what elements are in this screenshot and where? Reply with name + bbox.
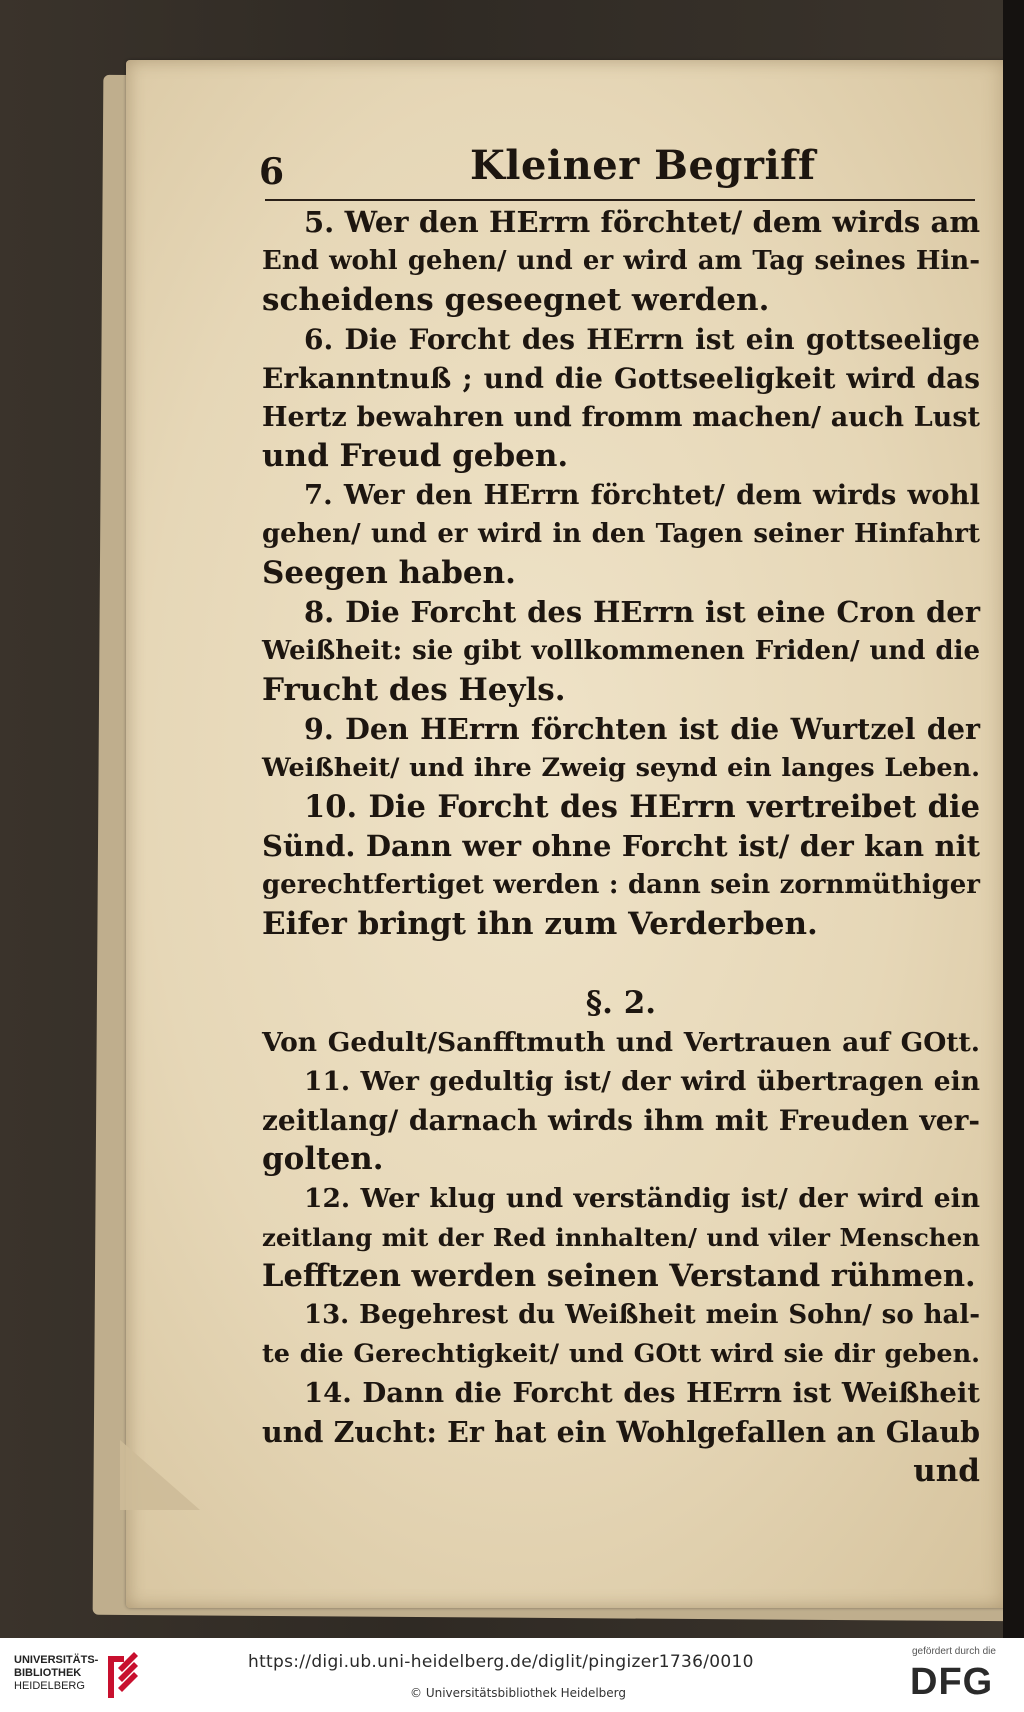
library-emblem-icon (104, 1648, 140, 1700)
viewer-footer (0, 1638, 1024, 1712)
section-title: Von Gedult/Sanfftmuth und Vertrauen auf GOtt. (262, 1027, 980, 1058)
text-line: 10. Die Forcht des HErrn vertreibet die (304, 789, 980, 825)
text-line: 5. Wer den HErrn förchtet/ dem wirds am (304, 205, 980, 239)
page-number: 6 (259, 151, 285, 193)
copyright-notice: © Universitätsbibliothek Heidelberg (410, 1686, 627, 1700)
text-line: gehen/ und er wird in den Tagen seiner Hinfahrt (262, 519, 980, 549)
running-head: Kleiner Begriff (470, 142, 816, 189)
text-line: und Zucht: Er hat ein Wohlgefallen an Glaub (262, 1415, 980, 1449)
text-line: gerechtfertiget werden : dann sein zornmüthiger (262, 870, 980, 900)
catchword: und (913, 1453, 980, 1489)
funder-note: gefördert durch die (912, 1646, 996, 1657)
text-line: 9. Den HErrn förchten ist die Wurtzel der (304, 712, 980, 746)
scan-edge (1003, 0, 1024, 1638)
permalink-url[interactable]: https://digi.ub.uni-heidelberg.de/diglit/pingizer1736/0010 (248, 1652, 754, 1672)
library-name-line: HEIDELBERG (14, 1680, 85, 1692)
text-line: Erkanntnuß ; und die Gottseeligkeit wird das (262, 362, 980, 395)
text-line: Weißheit: sie gibt vollkommenen Friden/ und die (262, 636, 980, 666)
text-line: 11. Wer gedultig ist/ der wird übertragen ein (304, 1066, 980, 1097)
text-line: End wohl gehen/ und er wird am Tag seines Hin- (262, 246, 980, 276)
text-line: 7. Wer den HErrn förchtet/ dem wirds wohl (304, 479, 980, 511)
text-line: 14. Dann die Forcht des HErrn ist Weißheit (304, 1377, 980, 1409)
text-line: zeitlang/ darnach wirds ihm mit Freuden ver- (262, 1104, 980, 1137)
text-line: golten. (262, 1141, 384, 1177)
folded-corner (120, 1440, 200, 1510)
section-number: §. 2. (585, 985, 657, 1021)
text-line: Lefftzen werden seinen Verstand rühmen. (262, 1258, 976, 1294)
text-line: zeitlang mit der Red innhalten/ und viler Menschen (262, 1223, 980, 1252)
text-line: Hertz bewahren und fromm machen/ auch Lust (262, 402, 980, 433)
text-line: Eifer bringt ihn zum Verderben. (262, 906, 818, 942)
text-line: Weißheit/ und ihre Zweig seynd ein langes Leben. (262, 753, 980, 783)
text-line: 8. Die Forcht des HErrn ist eine Cron der (304, 595, 980, 629)
library-name-line: UNIVERSITÄTS- (14, 1654, 99, 1666)
text-line: Sünd. Dann wer ohne Forcht ist/ der kan nit (262, 829, 980, 863)
text-block (262, 203, 980, 1491)
text-line: Frucht des Heyls. (262, 672, 566, 708)
text-line: 13. Begehrest du Weißheit mein Sohn/ so hal- (304, 1300, 980, 1330)
text-line: und Freud geben. (262, 438, 569, 474)
text-line: Seegen haben. (262, 555, 516, 591)
text-line: 12. Wer klug und verständig ist/ der wird ein (304, 1183, 980, 1214)
header-rule (265, 199, 975, 201)
library-name-line: BIBLIOTHEK (14, 1667, 82, 1679)
text-line: te die Gerechtigkeit/ und GOtt wird sie dir geben. (262, 1339, 980, 1369)
library-logo[interactable] (14, 1654, 98, 1693)
text-line: scheidens geseegnet werden. (262, 282, 770, 318)
text-line: 6. Die Forcht des HErrn ist ein gottseelige (304, 323, 980, 356)
funder-logo[interactable]: DFG (910, 1661, 994, 1703)
